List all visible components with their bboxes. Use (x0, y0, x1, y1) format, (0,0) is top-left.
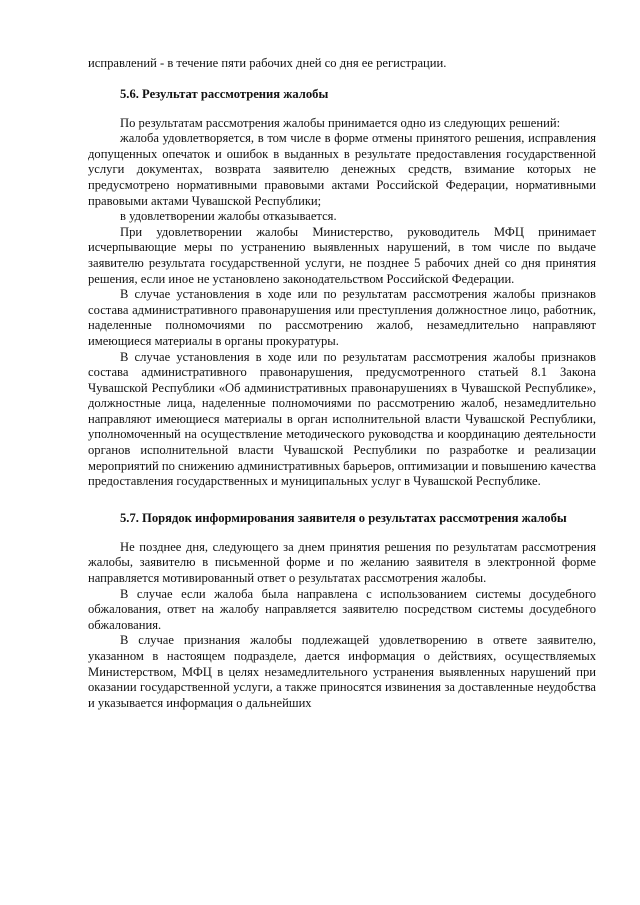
section-5-6-paragraph-2: жалоба удовлетворяется, в том числе в форме отмены принятого решения, исправления допущенных опечаток и ошибок в выданных в результате предоставления государственной услуги документах, возврата заявителю денежных средств, взимание которых не предусмотрено нормативными правовыми актами Российской Федерации, нормативными правовыми актами Чувашской Республики; (88, 131, 596, 208)
document-page (88, 56, 596, 711)
section-5-7-paragraph-3: В случае признания жалобы подлежащей удовлетворению в ответе заявителю, указанном в настоящем подразделе, дается информация о действиях, осуществляемых Министерством, МФЦ в целях незамедлительного устранения выявленных нарушений при оказании государственной услуги, а также приносятся извинения за доставленные неудобства и указывается информация о дальнейших (88, 633, 596, 710)
section-5-7-paragraph-2: В случае если жалоба была направлена с использованием системы досудебного обжалования, ответ на жалобу направляется заявителю посредством системы досудебного обжалования. (88, 586, 596, 632)
section-5-6-paragraph-1: По результатам рассмотрения жалобы принимается одно из следующих решений: (120, 115, 561, 130)
spacer (88, 102, 596, 116)
spacer (88, 526, 596, 540)
section-5-6-paragraph-3: в удовлетворении жалобы отказывается. (120, 209, 337, 224)
section-5-6-paragraph-6: В случае установления в ходе или по результатам рассмотрения жалобы признаков состава административного правонарушения, предусмотренного статьей 8.1 Закона Чувашской Республики «Об административных правонарушениях в Чувашской Республике», должностные лица, наделенные полномочиями по рассмотрению жалоб, незамедлительно направляют имеющиеся материалы в орган исполнительной власти Чувашской Республики, уполномоченный на осуществление методического руководства и координацию деятельности органов исполнительной власти Чувашской Республики по разработке и реализации мероприятий по снижению административных барьеров, оптимизации и повышению качества предоставления государственных и муниципальных услуг в Чувашской Республике. (88, 349, 596, 489)
section-5-7-title: 5.7. Порядок информирования заявителя о результатах рассмотрения жалобы (120, 510, 567, 525)
section-5-6-paragraph-4: При удовлетворении жалобы Министерство, руководитель МФЦ принимает исчерпывающие меры по устранению выявленных нарушений, в том числе по выдаче заявителю результата государственной услуги, не позднее 5 рабочих дней со дня принятия решения, если иное не установлено законодательством Российской Федерации. (88, 224, 596, 286)
spacer (88, 490, 596, 510)
intro-line: исправлений - в течение пяти рабочих дней со дня ее регистрации. (88, 56, 447, 70)
spacer (88, 72, 596, 86)
section-5-6-paragraph-5: В случае установления в ходе или по результатам рассмотрения жалобы признаков состава административного правонарушения или преступления должностное лицо, работник, наделенные полномочиями по рассмотрению жалоб, незамедлительно направляют имеющиеся материалы в органы прокуратуры. (88, 287, 596, 348)
section-5-7-paragraph-1: Не позднее дня, следующего за днем принятия решения по результатам рассмотрения жалобы, заявителю в письменной форме и по желанию заявителя в электронной форме направляется мотивированный ответ о результатах рассмотрения жалобы. (88, 539, 596, 586)
section-5-6-title: 5.6. Результат рассмотрения жалобы (120, 86, 329, 101)
